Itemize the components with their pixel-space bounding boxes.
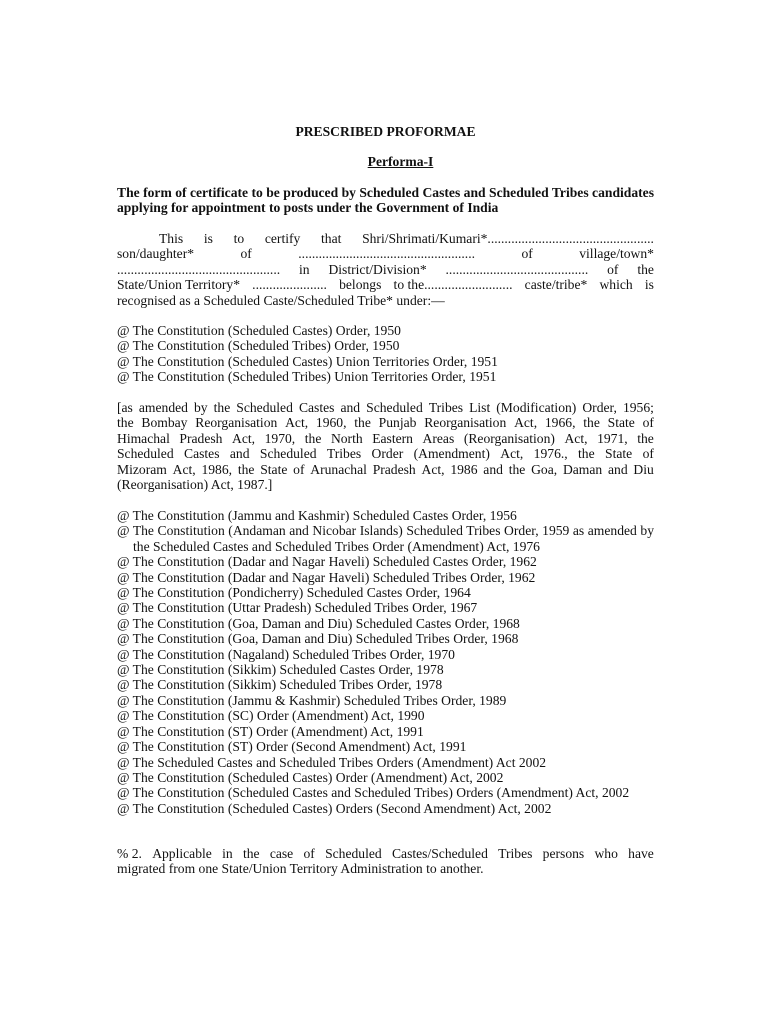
certify-line xyxy=(117,246,654,261)
migration-note xyxy=(117,846,654,877)
order-item: @ The Constitution (Dadar and Nagar Haveli) Scheduled Castes Order, 1962 xyxy=(117,554,537,570)
migration-word: of xyxy=(303,846,315,861)
order-item: @ The Constitution (Sikkim) Scheduled Tribes Order, 1978 xyxy=(117,677,443,693)
order-item: @ The Constitution (Goa, Daman and Diu) Scheduled Castes Order, 1968 xyxy=(117,615,520,631)
certify-last-line: recognised as a Scheduled Caste/Scheduled Tribe* under:— xyxy=(117,292,445,308)
order-item: @ The Constitution (Nagaland) Scheduled Tribes Order, 1970 xyxy=(117,646,455,662)
form-subtitle: Performa-I xyxy=(367,154,434,169)
migration-word: the xyxy=(242,846,260,861)
migration-word: who xyxy=(594,846,618,861)
certify-word: to xyxy=(233,231,245,246)
migration-word: case xyxy=(269,846,294,861)
migration-line-2: migrated from one State/Union Territory Administration to another. xyxy=(117,861,484,877)
order-item: @ The Constitution (Jammu & Kashmir) Scheduled Tribes Order, 1989 xyxy=(117,692,507,708)
order-item: @ The Constitution (SC) Order (Amendment) Act, 1990 xyxy=(117,708,425,724)
certify-word: This xyxy=(159,231,184,246)
certify-word: .......................................... xyxy=(445,261,589,277)
order-item: @ The Constitution (Scheduled Castes) Order, 1950 xyxy=(117,323,401,338)
order-item: @ The Constitution (ST) Order (Second Amendment) Act, 1991 xyxy=(117,739,467,755)
order-item: @ The Constitution (ST) Order (Amendment) Act, 1991 xyxy=(117,723,424,739)
migration-word: % 2. xyxy=(117,846,142,861)
order-item: @ The Constitution (Scheduled Tribes) Union Territories Order, 1951 xyxy=(117,369,497,385)
amendment-line: [as amended by the Scheduled Castes and Scheduled Tribes List (Modification) Order, 1956; xyxy=(117,400,654,415)
migration-word: Castes/Scheduled xyxy=(391,846,488,861)
order-item: @ The Constitution (Scheduled Castes) Order (Amendment) Act, 2002 xyxy=(117,769,504,785)
certificate-heading: The form of certificate to be produced by Scheduled Castes and Scheduled Tribes candidates applying for appointment to posts under the Government of India xyxy=(117,185,654,216)
migration-word: have xyxy=(628,846,654,861)
certify-word: Shri/Shrimati/Kumari*................................................. xyxy=(362,231,654,246)
amendment-line: the Bombay Reorganisation Act, 1960, the Punjab Reorganisation Act, 1966, the State of xyxy=(117,415,654,431)
order-item: @ The Constitution (Dadar and Nagar Haveli) Scheduled Tribes Order, 1962 xyxy=(117,569,536,585)
migration-line xyxy=(117,846,654,861)
certify-line xyxy=(117,231,654,246)
orders-list-primary xyxy=(117,323,654,385)
certify-word: village/town* xyxy=(579,246,654,262)
amendment-last-line: (Reorganisation) Act, 1987.] xyxy=(117,477,273,493)
migration-word: Applicable xyxy=(152,846,212,861)
order-item: @ The Constitution (Goa, Daman and Diu) Scheduled Tribes Order, 1968 xyxy=(117,631,519,647)
certify-word: ................................................ xyxy=(117,261,281,277)
certify-line xyxy=(117,262,654,277)
certify-word: of xyxy=(607,261,619,277)
certification-paragraph xyxy=(117,231,654,308)
document-title: PRESCRIBED PROFORMAE xyxy=(295,124,476,139)
order-item: @ The Constitution (Uttar Pradesh) Scheduled Tribes Order, 1967 xyxy=(117,600,478,616)
certify-word: District/Division* xyxy=(328,261,427,277)
order-item: @ The Constitution (Sikkim) Scheduled Castes Order, 1978 xyxy=(117,662,444,678)
certify-word: belongs xyxy=(339,277,382,293)
certify-word: in xyxy=(299,261,310,277)
certify-line xyxy=(117,277,654,292)
orders-list-secondary xyxy=(117,508,654,816)
migration-word: in xyxy=(222,846,233,861)
order-item: @ The Constitution (Scheduled Castes and Scheduled Tribes) Orders (Amendment) Act, 2002 xyxy=(117,785,630,801)
certify-word: which xyxy=(599,277,633,293)
amendment-line: Scheduled Castes and Scheduled Tribes Order (Amendment) Act, 1976., the State of xyxy=(117,446,654,462)
certify-word: of xyxy=(240,246,252,262)
order-item: @ The Constitution (Jammu and Kashmir) Scheduled Castes Order, 1956 xyxy=(117,508,517,523)
certify-word: ...................... xyxy=(252,277,327,293)
migration-word: persons xyxy=(542,846,585,861)
certify-word: to the.......................... xyxy=(393,277,513,293)
order-item: @ The Constitution (Scheduled Tribes) Order, 1950 xyxy=(117,338,400,354)
amendment-line: Mizoram Act, 1986, the State of Arunachal Pradesh Act, 1986 and the Goa, Daman and Diu xyxy=(117,461,654,477)
certify-word: caste/tribe* xyxy=(524,277,588,293)
certify-word: .................................................... xyxy=(298,246,475,262)
certify-word: certify xyxy=(264,231,301,246)
order-item: @ The Constitution (Scheduled Castes) Orders (Second Amendment) Act, 2002 xyxy=(117,800,552,816)
certify-word: son/daughter* xyxy=(117,246,195,262)
certify-word: that xyxy=(321,231,342,246)
order-item: @ The Constitution (Pondicherry) Scheduled Castes Order, 1964 xyxy=(117,585,471,601)
migration-word: Tribes xyxy=(498,846,533,861)
order-item: @ The Constitution (Andaman and Nicobar Islands) Scheduled Tribes Order, 1959 as amended by the Scheduled Castes and Scheduled Tribes Order (Amendment) Act, 1976 xyxy=(117,523,654,554)
certify-word: is xyxy=(644,277,654,293)
amendment-line: Himachal Pradesh Act, 1970, the North Eastern Areas (Reorganisation) Act, 1971, the xyxy=(117,430,654,446)
migration-word: Scheduled xyxy=(325,846,382,861)
certify-word: State/Union Territory* xyxy=(117,277,241,293)
amendment-paragraph xyxy=(117,400,654,492)
certify-word: of xyxy=(521,246,533,262)
order-item: @ The Scheduled Castes and Scheduled Tribes Orders (Amendment) Act 2002 xyxy=(117,754,547,770)
order-item: @ The Constitution (Scheduled Castes) Union Territories Order, 1951 xyxy=(117,353,498,369)
certify-word: is xyxy=(203,231,213,246)
certify-word: the xyxy=(637,261,654,277)
